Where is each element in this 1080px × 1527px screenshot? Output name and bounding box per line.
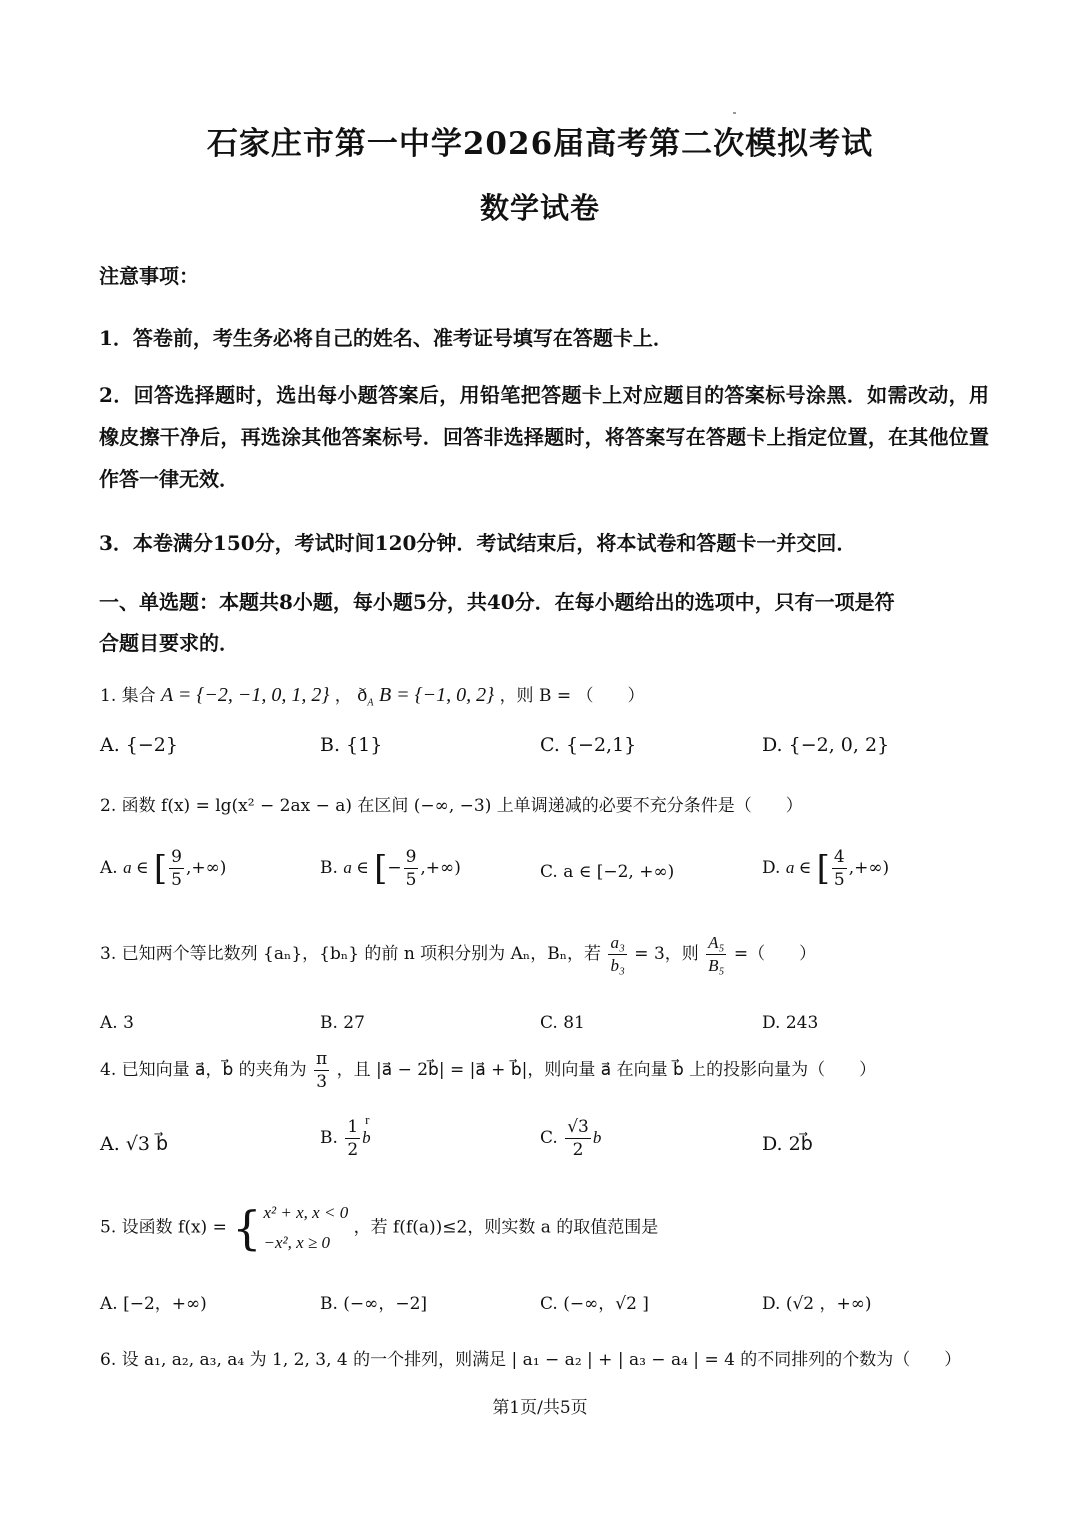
q4-frac-den: 3 (316, 1072, 328, 1092)
q4-c-post: b⃗ (592, 1128, 615, 1147)
exam-subtitle: 数学试卷 (479, 191, 600, 225)
notice-item-1: 1．答卷前，考生务必将自己的姓名、准考证号填写在答题卡上． (99, 326, 673, 350)
q4-c-label: C. (540, 1128, 558, 1148)
q2-d-post: ,+∞) (848, 858, 890, 878)
q4-frac-num: π (316, 1049, 328, 1069)
q2-b-fraction (404, 846, 419, 891)
q2-d-bracket: [ (816, 848, 830, 889)
q3-option-b[interactable]: B. 27 (320, 1013, 365, 1033)
q1-set-b: B = {−1, 0, 2} (378, 684, 495, 706)
q3-frac2-den: B₅ (708, 956, 725, 975)
q5-stem-b: ，若 f(f(a))≤2，则实数 a 的取值范围是 (353, 1217, 659, 1238)
q2-d-pre: a ∈ (785, 858, 812, 877)
q4-stem-a: 4. 已知向量 a⃗，b⃗ 的夹角为 (100, 1060, 307, 1080)
q3-frac2-num: A₅ (706, 932, 726, 955)
q4-c-den: 2 (572, 1140, 584, 1160)
q4-b-num: 1 (347, 1117, 359, 1137)
section-1-heading-line1: 一、单选题：本题共8小题，每小题5分，共40分．在每小题给出的选项中，只有一项是符 (99, 590, 895, 614)
q4-b-vector (362, 1112, 371, 1147)
q5-option-c[interactable]: C. (−∞，√2 ] (540, 1294, 649, 1314)
q4-angle-fraction (314, 1048, 329, 1093)
q2-d-fraction (832, 846, 847, 891)
q2-a-fraction (169, 846, 184, 891)
q5-stem-a: 5. 设函数 f(x) = (100, 1217, 227, 1238)
q3-option-c[interactable]: C. 81 (540, 1013, 585, 1033)
q1-suffix: ，则 B = （ ） (499, 686, 645, 706)
question-2-stem: 2. 函数 f(x) = lg(x² − 2ax − a) 在区间 (−∞, −3) 上单调递减的必要不充分条件是（ ） (100, 796, 803, 816)
q4-b-fraction (345, 1116, 360, 1161)
notice-heading: 注意事项： (99, 264, 199, 288)
q5-brace: { (232, 1201, 262, 1255)
q2-a-den: 5 (171, 870, 182, 890)
q2-a-label: A. (100, 858, 118, 878)
q5-case-2: −x², x ≥ 0 (263, 1233, 331, 1252)
q4-b-post: b (362, 1128, 371, 1147)
q2-option-c[interactable]: C. a ∈ [−2, +∞) (540, 862, 675, 882)
q2-d-den: 5 (833, 870, 845, 890)
q1-complement-sub: A (367, 697, 374, 709)
q2-b-label: B. (320, 858, 338, 878)
q5-option-d[interactable]: D. (√2 ，+∞) (762, 1294, 872, 1314)
q4-option-c[interactable] (540, 1116, 615, 1161)
q1-option-c[interactable]: C. {−2,1} (540, 734, 637, 756)
q3-frac1-den: b₃ (610, 956, 625, 975)
q5-cases (264, 1198, 349, 1258)
q1-option-b[interactable]: B. {1} (320, 734, 383, 756)
scan-speck (733, 112, 736, 114)
q2-b-num: 9 (405, 847, 417, 867)
question-6-stem: 6. 设 a₁, a₂, a₃, a₄ 为 1, 2, 3, 4 的一个排列，则满足 | a₁ − a₂ | + | a₃ − a₄ | = 4 的不同排列的个数为（ ） (100, 1350, 962, 1370)
q1-complement: ， ð (334, 686, 368, 706)
q2-d-num: 4 (833, 847, 845, 867)
q4-option-d[interactable]: D. 2b⃗ (762, 1133, 813, 1155)
q4-b-den: 2 (347, 1140, 359, 1160)
q2-b-post: ,+∞) (420, 858, 461, 878)
q4-b-stray-mark: r (365, 1112, 370, 1127)
question-4-stem (100, 1048, 876, 1093)
q1-set-a: A = {−2, −1, 0, 1, 2} (161, 684, 330, 706)
q2-a-post: ,+∞) (185, 858, 227, 878)
q2-a-num: 9 (171, 847, 182, 867)
q1-option-a[interactable]: A. {−2} (100, 734, 178, 756)
q2-option-d[interactable] (762, 846, 889, 891)
q3-target-fraction (706, 932, 726, 977)
q2-a-bracket: [ (153, 848, 168, 889)
q4-c-num: √3 (567, 1117, 589, 1137)
q5-option-b[interactable]: B. (−∞，−2] (320, 1294, 428, 1314)
q3-stem-a: 3. 已知两个等比数列 {aₙ}，{bₙ} 的前 n 项积分别为 Aₙ，Bₙ，若 (100, 944, 602, 964)
q5-case-1: x² + x, x < 0 (263, 1203, 349, 1222)
q1-option-d[interactable]: D. {−2, 0, 2} (762, 734, 890, 756)
q2-d-label: D. (762, 858, 781, 878)
notice-item-2: 2．回答选择题时，选出每小题答案后，用铅笔把答题卡上对应题目的答案标号涂黑．如需改动，用橡皮擦干净后，再选涂其他答案标号．回答非选择题时，将答案写在答题卡上指定位置，在其他位置作答一律无效． (99, 383, 989, 491)
q4-option-a[interactable]: A. √3 b⃗ (100, 1133, 169, 1155)
q3-option-d[interactable]: D. 243 (762, 1013, 819, 1033)
page-footer: 第1页/共5页 (492, 1398, 588, 1418)
q4-c-fraction (565, 1116, 591, 1161)
q3-stem-b: = 3，则 (634, 944, 699, 964)
question-3-stem (100, 932, 816, 977)
q2-option-a[interactable] (100, 846, 226, 891)
q3-option-a[interactable]: A. 3 (100, 1013, 134, 1033)
q5-option-a[interactable]: A. [−2，+∞) (100, 1294, 207, 1314)
q2-option-b[interactable]: B. a ∈ [− $\frac{9}{5}$ ,+∞) (320, 847, 461, 890)
exam-title: 石家庄市第一中学2026届高考第二次模拟考试 (206, 126, 874, 162)
q4-b-label: B. (320, 1128, 338, 1148)
q3-stem-c: =（ ） (733, 944, 817, 964)
q1-prefix: 1. 集合 (100, 686, 162, 706)
q3-ratio-fraction (608, 932, 626, 977)
q2-b-pre: a ∈ (343, 858, 369, 877)
q2-a-pre: a ∈ (123, 858, 149, 877)
q2-b-bracket: [ (374, 848, 388, 889)
question-5-stem (100, 1198, 658, 1258)
notice-item-3: 3．本卷满分150分，考试时间120分钟．考试结束后，将本试卷和答题卡一并交回． (99, 531, 857, 555)
q3-frac1-num: a₃ (608, 932, 626, 955)
section-1-heading-line2: 合题目要求的． (99, 631, 239, 655)
question-1-stem (100, 681, 645, 708)
q4-stem-b: ，且 |a⃗ − 2b⃗| = |a⃗ + b⃗|，则向量 a⃗ 在向量 b⃗ 上的投影向量为（ ） (336, 1060, 877, 1080)
q2-b-den: 5 (405, 870, 417, 890)
q4-option-b[interactable] (320, 1112, 371, 1161)
